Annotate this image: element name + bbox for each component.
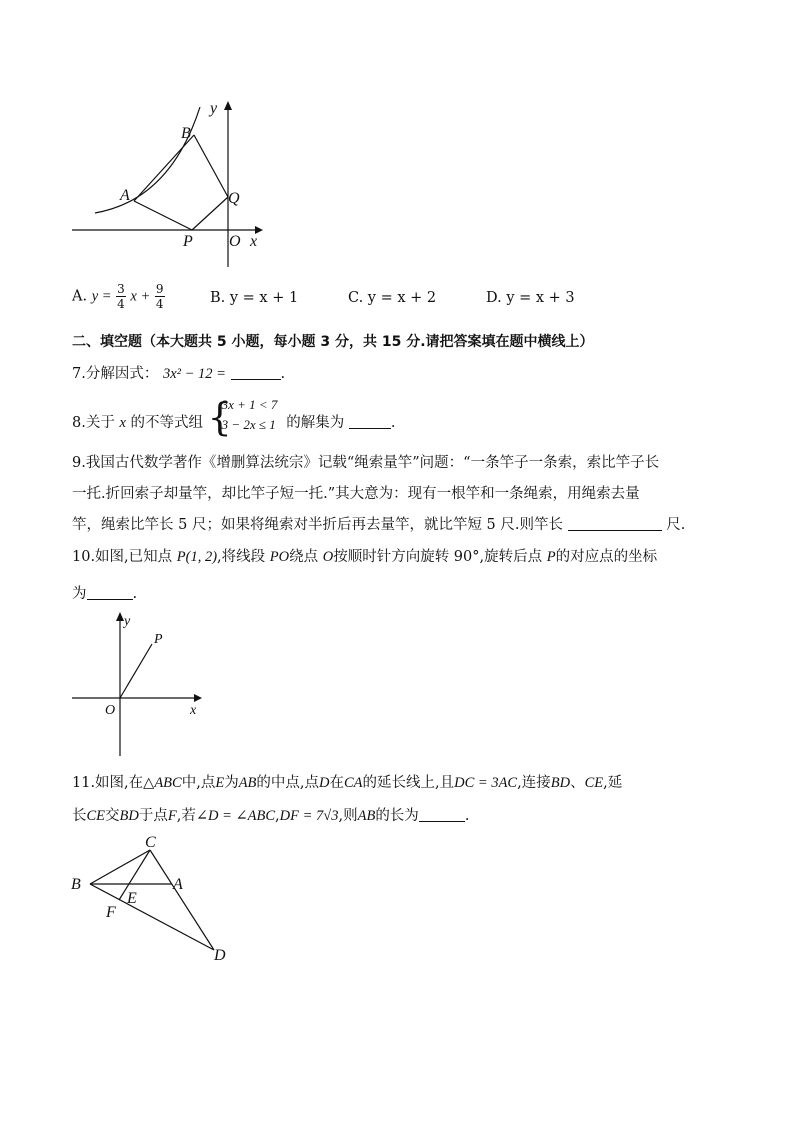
label-c: C <box>145 834 156 851</box>
label-b: B <box>181 125 191 142</box>
q11-eq1: DC = 3AC <box>454 775 518 791</box>
label-o: O <box>105 703 116 718</box>
label-x: x <box>250 233 258 250</box>
q7-expr: 3x² − 12 = <box>162 366 226 382</box>
label-x: x <box>190 703 197 718</box>
q11-bd: BD <box>550 775 571 791</box>
q10-point: P(1, 2) <box>176 549 218 565</box>
q11-bd2: BD <box>119 808 139 824</box>
q11-ab2: AB <box>357 808 376 824</box>
q11-l2-g: 的长为 <box>375 808 419 824</box>
q11-line2 <box>72 804 469 825</box>
label-o: O <box>229 233 241 250</box>
q11-tri: △ABC <box>143 775 182 791</box>
q8-end: . <box>390 415 396 431</box>
q10-answer-blank[interactable] <box>87 585 133 600</box>
q11-f: F <box>167 808 177 824</box>
x-axis-arrow <box>194 694 202 702</box>
q11-sep: 、 <box>570 775 585 791</box>
option-a-mid: x + <box>130 288 151 305</box>
q10-line2-end: . <box>132 586 138 602</box>
q6-option-b[interactable]: B. y = x + 1 <box>210 290 299 306</box>
q10-seg: PO <box>269 549 290 565</box>
label-a: A <box>173 876 183 893</box>
q11-e: E <box>215 775 225 791</box>
label-f: F <box>106 904 116 921</box>
q11-text-a: 11.如图,在 <box>72 775 144 791</box>
q11-l2-a: 长 <box>72 808 87 824</box>
q9-answer-blank[interactable] <box>568 516 662 531</box>
q11-ab: AB <box>238 775 257 791</box>
segment-qp <box>192 197 228 230</box>
q11-text-d: 的中点,点 <box>256 775 320 791</box>
q7-end: . <box>280 366 286 382</box>
label-e: E <box>127 890 137 907</box>
q11-l2-f: ,则 <box>338 808 358 824</box>
q11-ce: CE <box>584 775 604 791</box>
label-a: A <box>120 187 130 204</box>
label-y: y <box>124 614 131 629</box>
q6-option-c[interactable]: C. y = x + 2 <box>348 290 437 306</box>
q8-ineq1: 3x + 1 < 7 <box>221 397 278 412</box>
q11-ce2: CE <box>86 808 106 824</box>
q7 <box>72 362 285 383</box>
q11-text-b: 中,点 <box>181 775 216 791</box>
q10-text-e: 的对应点的坐标 <box>555 549 658 565</box>
segment-cd <box>150 850 214 950</box>
label-q: Q <box>228 190 240 207</box>
q10-o: O <box>322 549 334 565</box>
label-d: D <box>214 947 226 964</box>
segment-ab <box>134 135 194 201</box>
q11-answer-blank[interactable] <box>419 807 465 822</box>
q11-angles: ∠D = ∠ABC <box>195 808 276 824</box>
segment-op <box>120 644 152 698</box>
q9-line3 <box>72 513 685 534</box>
y-axis-arrow <box>224 101 232 110</box>
q11-text-c: 为 <box>224 775 239 791</box>
q11-l2-d: ,若 <box>176 808 196 824</box>
q8-brace: { <box>207 395 232 439</box>
q7-answer-blank[interactable] <box>231 365 281 380</box>
q11-text-e: 在 <box>329 775 344 791</box>
curve <box>95 107 200 213</box>
q6-figure <box>60 95 280 275</box>
q10-text-d: 按顺时针方向旋转 90°,旋转后点 <box>333 549 543 565</box>
q10-text-b: ,将线段 <box>217 549 266 565</box>
q11-text-f: 的延长线上,且 <box>362 775 455 791</box>
q8 <box>72 395 396 443</box>
q8-system <box>207 395 282 443</box>
q9-line1: 9.我国古代数学著作《增删算法统宗》记载“绳索量竿”问题：“一条竿子一条索，索比竿子长 <box>72 455 660 471</box>
q8-answer-blank[interactable] <box>349 414 391 429</box>
q11-text-h: ,延 <box>603 775 623 791</box>
q6-option-a[interactable] <box>72 282 165 311</box>
label-y: y <box>210 100 218 117</box>
q11-l2-e: , <box>275 808 280 824</box>
q11-text-g: ,连接 <box>517 775 551 791</box>
q7-prefix: 7.分解因式： <box>72 366 159 382</box>
q8-prefix: 8.关于 <box>72 415 115 431</box>
q8-ineq2: 3 − 2x ≤ 1 <box>221 417 276 432</box>
option-a-prefix: A. <box>72 288 88 305</box>
q10-text-c: 绕点 <box>289 549 319 565</box>
q8-var: x <box>119 415 126 431</box>
option-a-eq: y = <box>91 288 112 305</box>
q8-suffix: 的解集为 <box>286 415 345 431</box>
q11-line1 <box>72 771 622 792</box>
segment-bq <box>194 135 228 197</box>
section-2-title: 二、填空题（本大题共 5 小题，每小题 3 分，共 15 分.请把答案填在题中横线上） <box>72 334 594 350</box>
label-b: B <box>71 876 81 893</box>
segment-pa <box>134 201 192 230</box>
q10-line2 <box>72 582 137 603</box>
q9-line2: 一托.折回索子却量竿，却比竿子短一托.”其大意为：现有一根竿和一条绳索，用绳索去量 <box>72 486 640 502</box>
option-a-frac1: $\frac{3}{4}$ <box>117 282 125 311</box>
q6-option-d[interactable]: D. y = x + 3 <box>486 290 575 306</box>
q11-d: D <box>319 775 330 791</box>
label-p: P <box>183 233 193 250</box>
q10-text-a: 10.如图,已知点 <box>72 549 173 565</box>
option-a-frac2: $\frac{9}{4}$ <box>155 282 164 311</box>
q10-p: P <box>546 549 556 565</box>
segment-bc <box>90 850 150 884</box>
label-p: P <box>154 632 163 647</box>
q10-line2-prefix: 为 <box>72 586 87 602</box>
q10-line1 <box>72 545 657 566</box>
q11-l2-end: . <box>464 808 470 824</box>
q11-df: DF = 7√3 <box>279 808 339 824</box>
y-axis-arrow <box>116 612 124 621</box>
q9-line3-suffix: 尺. <box>666 517 686 533</box>
q8-mid: 的不等式组 <box>130 415 203 431</box>
q9-line3-prefix: 竿，绳索比竿长 5 尺；如果将绳索对半折后再去量竿，就比竿短 5 尺.则竿长 <box>72 517 563 533</box>
q11-l2-c: 于点 <box>138 808 168 824</box>
q11-ca: CA <box>344 775 363 791</box>
q11-figure <box>60 828 250 968</box>
q11-l2-b: 交 <box>105 808 120 824</box>
q10-figure <box>60 608 220 758</box>
